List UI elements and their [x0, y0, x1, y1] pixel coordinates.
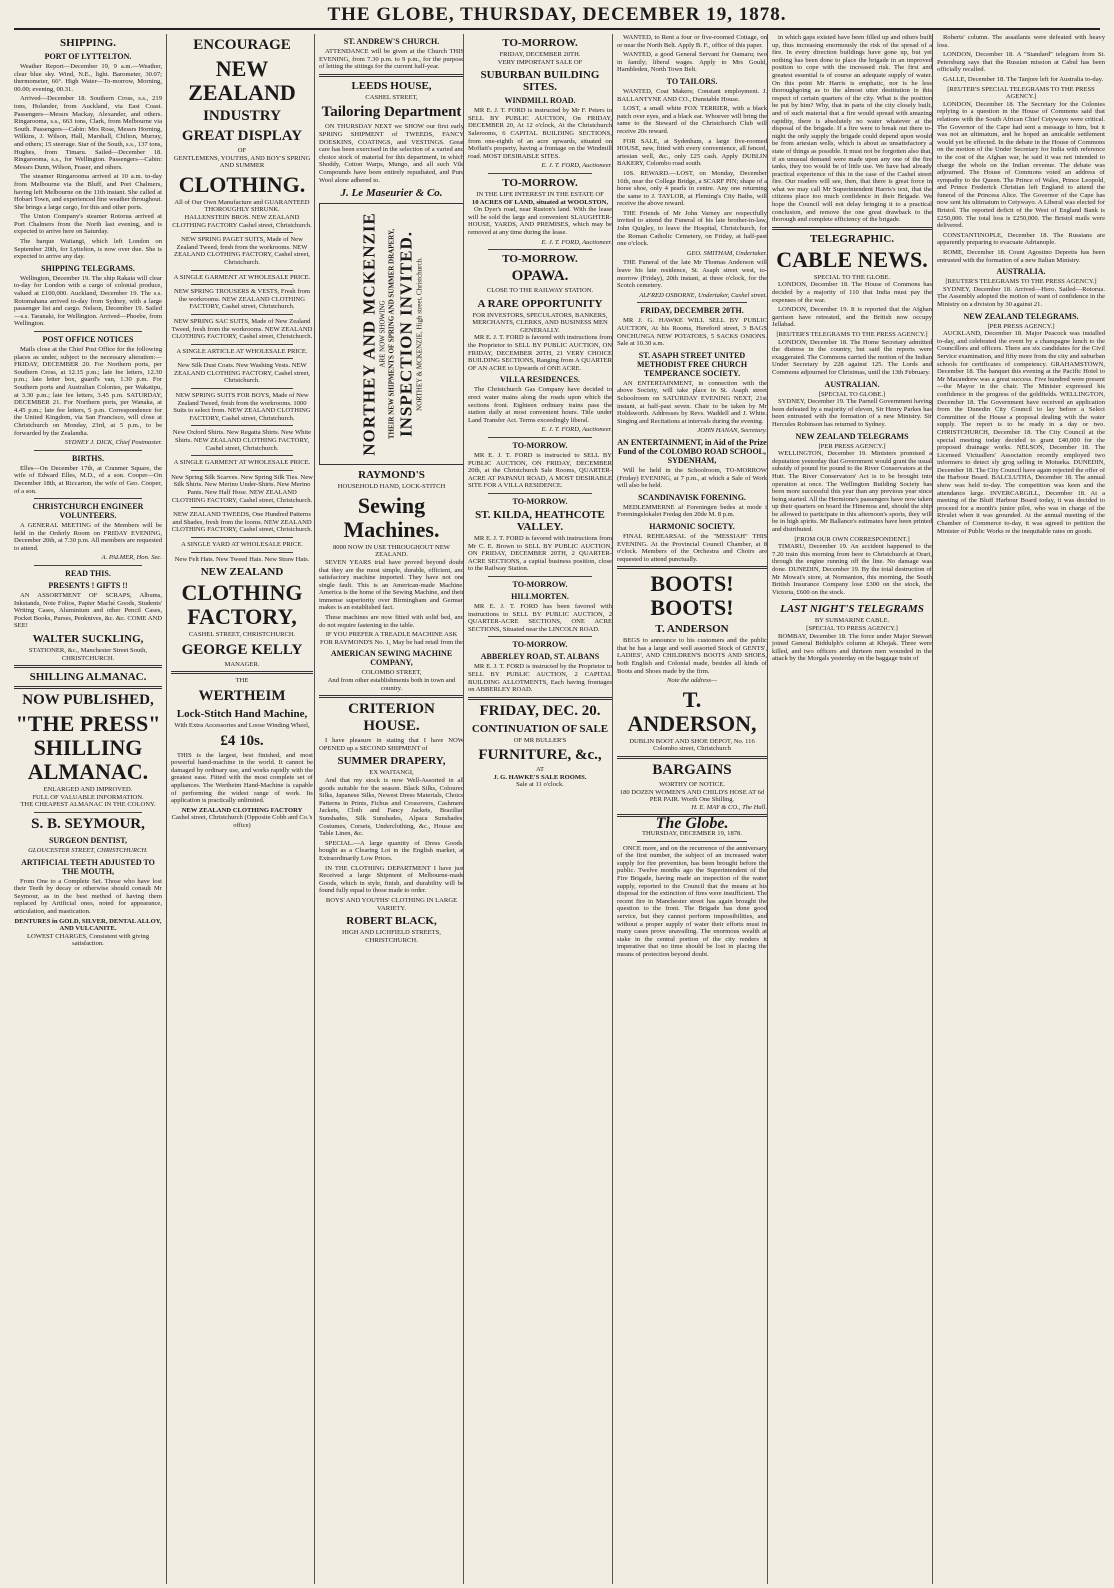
editorial-body: ONCE more, and on the recurrence of the anniversary of the first number, the subject of an increased water supply for fire prevention, has been brought before the public. Twelve months ago the Superintendent of the Fire Brigade, having made an inspection of the water supply, reported to the Council that the means at his disposal for the extinction of fires were insufficient. The recent fire in Manchester street has again brought the question to the front. The Brigade has done good service, but they cannot perform impossibilities, and without a proper supply of water their efforts must in many cases prove unavailing. The enormous wealth at stake in the central portion of the city renders it imperative that no time should be lost in placing the means of protection beyond doubt.	[617, 844, 767, 958]
divider	[34, 331, 142, 332]
reuter-line: [REUTER'S TELEGRAMS TO THE PRESS AGENCY.]	[776, 331, 928, 338]
now-published: NOW PUBLISHED,	[22, 692, 154, 709]
hawke-sale: MR J. G. HAWKE WILL SELL BY PUBLIC AUCTION, At his Rooms, Hereford street, 3 BAGS ONCHUNGA NEW POTATOES, 5 SACKS ONIONS. Sale at 10.30 a.m.	[617, 317, 767, 348]
american-address: COLOMBO STREET,	[361, 669, 422, 677]
cable-item: LONDON, December 18. The Home Secretary admitted the distress in the country, but said the reports were exaggerated. The Commons carried the motion of the Indian Under Secretary by 228 against 125. The Lords and Commons adjourned for Christmas, until the 13th February.	[772, 338, 932, 376]
seymour-name: S. B. SEYMOUR,	[31, 816, 145, 832]
almanac-enlarged: ENLARGED AND IMPROVED.	[43, 786, 133, 794]
le-maseurier: J. Le Maseurier & Co.	[340, 187, 443, 200]
suburban-sites: SUBURBAN BUILDING SITES.	[480, 69, 600, 94]
treadle-line: IF YOU PREFER A TREADLE MACHINE ASK FOR RAYMOND'S No. 1, May be had retail from the	[320, 631, 463, 646]
of-word: OF	[237, 147, 247, 154]
suckling-name: WALTER SUCKLING,	[32, 633, 144, 646]
st-asaph-heading: ST. ASAPH STREET UNITED METHODIST FREE CHURCH TEMPERANCE SOCIETY.	[636, 350, 748, 378]
divider	[488, 576, 592, 577]
factory-address: CASHEL STREET, CHRISTCHURCH.	[188, 631, 296, 639]
weather-report: Weather Report—December 19, 9 a.m.—Weather, clear blue sky. Wind, N.E., light. Barometer, 30.07; thermometer, 66°. High Water—To-morrow, Morning, 00.00; evening, 00.31.	[14, 63, 162, 93]
divider	[14, 665, 162, 668]
investors: FOR INVESTORS, SPECULATORS, BANKERS, MERCHANTS, CLERKS, AND BUSINESS MEN GENERALLY.	[472, 311, 608, 334]
clothing-item: NEW SPRING SAC SUITS, Made of New Zealand Tweed, fresh from the workrooms. NEW ZEALAND CLOTHING FACTORY, Cashel street, Christchurch.	[171, 317, 313, 341]
divider	[191, 537, 293, 538]
divider	[488, 173, 592, 174]
hawke-time: Sale at 11 o'clock.	[516, 781, 564, 789]
nz-telegrams-heading: NEW ZEALAND TELEGRAMS	[795, 431, 909, 441]
rare-opportunity: A RARE OPPORTUNITY	[477, 297, 603, 310]
ten-acres: 10 ACRES OF LAND, situated at WOOLSTON,	[471, 198, 609, 206]
robert-black-address: HIGH AND LICHFIELD STREETS, CHRISTCHURCH.	[342, 929, 441, 944]
scandinavisk-body: MEDLEMMERNE af Foreningen bedes at mode i Foreningslokalet Fredag den 20de M. 8 p.m.	[617, 503, 767, 519]
own-make: All of Our Own Manufacture and GUARANTEED THOROUGHLY SHRUNK.	[174, 198, 310, 214]
acres-body: On Dyer's road, near Ruston's land. With the lease will be sold the large and convenient SLAUGHTER-HOUSE, YARDS, AND PREMISES, which may be removed at any time during the lease.	[468, 206, 612, 236]
divider	[191, 314, 293, 315]
divider	[14, 686, 162, 689]
shipping-telegrams-heading: SHIPPING TELEGRAMS.	[41, 263, 135, 273]
shipping-paragraph: The steamer Ringarooma arrived at 10 a.m. to-day from Melbourne via the Bluff, and Port Chalmers, having left Melbourne on the 11th instant. She called at Hobart Town, and experienced fine weather throughout. She brings a large cargo, for this and other ports.	[14, 173, 162, 211]
divider	[191, 552, 293, 553]
church-notice: ATTENDANCE will be given at the Church THIS EVENING, from 7.30 p.m. to 9 p.m., for the purpose of letting the sittings for the current half-year.	[319, 48, 464, 71]
masthead	[14, 4, 1100, 30]
reward-ad: 10S. REWARD.—LOST, on Monday, December 16th, near the College Bridge, a SCARF PIN; shape of a horse shoe, only 4 pearls in centre. Any one returning the same to J. TAYLOR, at Fleming's City Baths, will receive the above reward.	[617, 169, 767, 208]
criterion-heading: CRITERION HOUSE.	[348, 701, 435, 735]
divider	[34, 812, 142, 813]
divider	[488, 636, 592, 637]
press-agency-line: [PER PRESS AGENCY.]	[818, 442, 886, 450]
criterion-special: SPECIAL.—A large quantity of Dress Goods, bought as a Clearing Lot in the English market, at Extraordinarily Low Prices.	[319, 839, 464, 862]
divider	[191, 388, 293, 389]
postmaster-signature: SYDNEY J. DICK, Chief Postmaster.	[64, 439, 162, 447]
sydney-telegram: SYDNEY, December 18. Arrived—Hero. Sailed—Rotorua. The Assembly adopted the motion of want of confidence in the Ministry on a division by 30 against 21.	[937, 285, 1105, 308]
shilling-almanac-heading: SHILLING ALMANAC.	[29, 671, 147, 684]
life-interest: IN THE LIFE INTEREST IN THE ESTATE OF	[476, 190, 604, 198]
divider	[191, 507, 293, 508]
undertaker-signature: GEO. SMITHAM, Undertaker.	[686, 249, 767, 257]
reuter-line: [REUTER'S TELEGRAMS TO THE PRESS AGENCY.]	[945, 278, 1097, 286]
funeral-notice: THE Friends of Mr John Varney are respectfully invited to attend the Funeral of his late brother-in-law, John Quigley, to leave the Hospital, Christchurch, for the Roman Catholic Cemetery, on Friday, at half-past one o'clock.	[617, 209, 767, 248]
divider	[319, 695, 464, 698]
leeds-heading: LEEDS HOUSE,	[351, 79, 432, 92]
important-sale: VERY IMPORTANT SALE OF	[497, 58, 583, 66]
raymond-body: SEVEN YEARS trial have proved beyond doubt that they are the most simple, durable, efficient, and satisfactory machine imported. They have not one single fault. This is an American-made Machine. America is the home of the Sewing Machine, and their immense superiority over Birmingham and German makes is an established fact.	[319, 558, 464, 612]
ford-auction: MR E. J. T. FORD is instructed to SELL BY PUBLIC AUCTION, ON FRIDAY, DECEMBER 20th, at the Christchurch Sale Rooms, QUARTER-ACRE AT PAPANUI ROAD, A MOST DESIRABLE SITE FOR A VILLA RESIDENCE.	[468, 452, 612, 490]
nz-telegrams-heading: NEW ZEALAND TELEGRAMS.	[963, 311, 1079, 321]
press-almanac-title: "THE PRESS" SHILLING ALMANAC.	[15, 711, 161, 785]
lowest-charges: LOWEST CHARGES, Consistent with giving satisfaction.	[26, 932, 150, 948]
furniture-heading: FURNITURE, &c.,	[478, 747, 602, 764]
tailoring-heading: Tailoring Department	[321, 104, 462, 121]
london-telegram: LONDON, December 18. The Secretary for the Colonies replying to a question in the House of Commons said that relations with the South African Chief Cetywayo were critical. The Governor of the Cape had sent a message to him, but it was not an ultimatum, and he hoped an amicable settlement would yet be effected. In the debate in the House of Commons on the motion of the Under Secretary for India with reference to the cost of the Afghan war, he said it was not intended to charge the whole on the Indian revenue. The debate was adjourned. The House of Commons voted an address of sympathy to the Queen. The Prince of Wales, Prince Leopold, and Prince Frederick Christian left England to attend the funeral of the Princess Alice. The Governor of the Cape has now sent his ultimatum to Cetywayo. A Liberal was elected for Bristol. The reported deficit of the West of England Bank is £250,000. The total loss is £250,000. The Bristol mails were delivered.	[937, 100, 1105, 230]
clothing-item: New Oxford Shirts. New Regatta Shirts. New White Shirts. NEW ZEALAND CLOTHING FACTORY, Cashel street, Christchurch.	[172, 429, 312, 452]
scandinavisk-heading: SCANDINAVISK FORENING.	[638, 492, 746, 502]
divider	[488, 493, 592, 494]
clothing-heading: CLOTHING.	[178, 171, 306, 197]
abberley-road: ABBERLEY ROAD, ST. ALBANS	[480, 652, 600, 662]
industry-heading: INDUSTRY	[203, 108, 281, 124]
anderson-address: DUBLIN BOOT AND SHOE DEPOT, No. 116 Colombo street, Christchurch	[629, 737, 755, 753]
clothing-item: NEW ZEALAND TWEEDS, One Hundred Patterns and Shades, fresh from the looms. NEW ZEALAND CLOTHING FACTORY, Cashel street, Christchurch.	[171, 511, 313, 534]
cable-item: LONDON, December 18. The House of Commons has decided by a majority of 110 that India must pay the expenses of the war.	[772, 281, 932, 304]
raymond-sub: HOUSEHOLD HAND, LOCK-STITCH	[337, 483, 446, 491]
clothing-dept: IN THE CLOTHING DEPARTMENT I have just Received a large Shipment of Melbourne-made Goods, which in style, finish, and durability will be found fully equal to those made to order.	[319, 864, 464, 895]
births-heading: BIRTHS.	[72, 453, 104, 463]
ex-waitangi: EX WAITANGI,	[369, 769, 414, 777]
wertheim-heading: WERTHEIM	[198, 687, 286, 704]
tomorrow-heading: TO-MORROW.	[512, 441, 568, 450]
of-mr-buller: OF MR BULLER'S	[513, 736, 567, 744]
continuation-of-sale: CONTINUATION OF SALE	[471, 722, 609, 735]
hillmorton: HILLMORTEN.	[511, 591, 569, 601]
sewing-machines-heading: Sewing Machines.	[343, 492, 440, 542]
engineer-volunteers-notice: A GENERAL MEETING of the Members will be held in the Orderly Room on FRIDAY EVENING, December 20th, at 7.30 p.m. All members are requested to attend.	[14, 522, 162, 552]
read-this-heading: READ THIS.	[65, 569, 111, 579]
lost-ad: LOST, a small white FOX TERRIER, with a black patch over eyes, and a black ear. Whoever will bring the same to the Steward of the Christchurch Club will receive 20s reward.	[617, 105, 767, 135]
tomorrow-heading: TO-MORROW.	[502, 253, 578, 266]
teeth-body: From One to a Complete Set. Those who have lost their Teeth by decay or otherwise should consult Mr Seymour, as in the best method of having them replaced by Artificial ones, noted for appearance, articulation, and mastication.	[14, 877, 162, 915]
raymond-heading: RAYMOND'S	[358, 469, 425, 482]
port-heading: PORT OF LYTTELTON.	[44, 52, 132, 61]
london-telegram: LONDON, December 18. A "Standard" telegram from St. Petersburg says that the Russian mission at Cabul has been officially recalled.	[937, 51, 1105, 74]
editorial-continued: in which gaps existed have been filled up and others built up, thus increasing enormously the risk of the spread of a fire. In every direction buildings have gone up, but yet nothing has been done to place the brigade in an improved position to cope with the increased risk. The first and greatest essential is of course an adequate supply of water. On this point Mr Harris is emphatic, nor is he less thoroughgoing as to the almost utter destitution in this respect of certain quarters of the city. What is the position he put by him? Why, that in parts of the city closely built, and of such material that a fire would spread with amazing rapidity, there is absolutely no water whatever at the disposal of the brigade. If a fire were to break out there to-night the only supply the brigade could depend upon would be from artesian wells, which is about as unsatisfactory a state of things as possible. It must not be forgotten also that, if an unusual demand were made upon any one of the fire tanks, they too would be of little use. We have had already practical experience of this in the case of the Cashel street fire. Our readers will see, then, that there is great force in what we may call Mr Superintendent Harris's text, that the citizens place too much confidence in their Brigade. We hope the Council will not delay bringing it to a practical conclusion, and remove the one great drawback to the thorough and complete efficiency of the brigade.	[772, 34, 932, 224]
divider	[792, 599, 912, 600]
presents-ad: AN ASSORTMENT OF SCRAPS, Albums, Inkstands, Note Folios, Papier Maché Goods, Students' Writing Cases, Aluminium and other Pencil Cases, Pocket Books, Purses, Penknives, &c. &c. COME AND SEE!	[14, 592, 162, 630]
divider	[34, 498, 142, 499]
gentlemens-line: GENTLEMENS, YOUTHS, AND BOY'S SPRING AND SUMMER	[173, 154, 311, 170]
column-2-clothing	[166, 34, 313, 1584]
own-correspondent: [FROM OUR OWN CORRESPONDENT.]	[794, 535, 910, 543]
engineer-volunteers-heading: CHRISTCHURCH ENGINEER VOLUNTEERS.	[32, 502, 144, 521]
boys-youths: BOYS' AND YOUTHS' CLOTHING IN LARGE VARIETY.	[325, 896, 458, 912]
australian-heading: AUSTRALIAN.	[824, 379, 880, 389]
ford-auction: MR E. J. T. FORD is favored with instructions from the Proprietor to SELL BY PUBLIC AUCTION, ON FRIDAY, DECEMBER 20TH, 21 VERY CHOICE BUILDING SECTIONS, Ranging from A QUARTER OF AN ACRE to Upwards of ONE ACRE.	[468, 334, 612, 372]
funeral-notice: THE Funeral of the late Mr Thomas Anderson will leave his late residence, St. Asaph street west, to-morrow (Friday), 20th instant, at three o'clock, for the Scotch cemetery.	[617, 259, 767, 290]
raymond-tail: These machines are now fitted with solid bed, and do not require fastening to the table.	[319, 614, 464, 629]
summer-drapery: SUMMER DRAPERY,	[337, 755, 446, 768]
american-tail: And from other establishments both in town and country.	[327, 677, 456, 692]
column-3-drapery	[314, 34, 464, 1584]
divider	[637, 302, 747, 303]
births-notices: Elles—On December 17th, at Cranmer Square, the wife of Edward Elles, M.D., of a son. Cooper—On December 18th, at Riccarton, the wife of Geo. Cooper, of a son.	[14, 464, 162, 495]
criterion-list: And that my stock is now Well-Assorted in all goods suitable for the season. Black Silks, Coloured Silks, Japanese Silks, Newest Dress Materials, Choice Patterns in Prints, Fichus and Crossovers, Cashmere Jackets, Cloth and Fancy Jackets, Brazilian Sunshades, Silk Sunshades, Alpaca Sunshades, Costumes, Corsets, Underclothing, &c., House and Table Linen, &c.	[319, 777, 464, 838]
for-sale-ad: FOR SALE, at Sydenham, a large five-roomed HOUSE, new, fitted with every convenience, all fenced, artesian well, &c., only £25 cash. Apply DUBLIN BAKERY, Colombo road south.	[617, 137, 767, 168]
divider	[617, 756, 767, 759]
seymour-title: SURGEON DENTIST,	[48, 836, 128, 845]
roberts-column: Roberts' column. The assailants were defeated with heavy loss.	[937, 34, 1105, 49]
clothing-item: A SINGLE GARMENT AT WHOLESALE PRICE.	[173, 459, 311, 467]
column-6-editorial-cable	[767, 34, 932, 1584]
arrivals: Arrived—December 18. Southern Cross, s.s., 219 tons, Holander, from Auckland, via East Coast. Passengers—Messrs Mackay, Alexander, and others. Ringarooma, s.s., 663 tons, Clark, from Melbourne via South. Passengers—Cabin: Mrs Rose, Messrs Horning, Wilkins, J. Wilson, Hall, Marshall, Chilton, Murray, and others; 15 steerage. Star of the South, s.s., 137 tons, Hughes, from Timaru. Sailed—December 18. Ringarooma, s.s., for Wellington. Passengers—Cabin: Messrs Dunn, Wilson, Fraser, and others.	[14, 95, 162, 171]
clothing-item: A SINGLE ARTICLE AT WHOLESALE PRICE.	[176, 347, 308, 355]
clothing-factory-heading: CLOTHING FACTORY,	[181, 580, 303, 630]
vertical-ad-line: NORTHEY & MCKENZIE, High street, Christchurch.	[415, 257, 423, 411]
villa-residences: VILLA RESIDENCES.	[499, 375, 581, 385]
telegraphic-heading: TELEGRAPHIC.	[809, 232, 895, 245]
raymond-use: 8000 NOW IN USE THROUGHOUT NEW ZEALAND.	[332, 543, 451, 559]
lockstitch-heading: Lock-Stitch Hand Machine,	[176, 707, 308, 720]
vertical-ad-line: ARE NOW SHOWING	[378, 300, 386, 368]
villa-body: The Christchurch Gas Company have decided to erect water mains along the roads upon which the sections front. Eighteen ordinary trains pass the station daily at most convenient hours. Title under Land Transfer Act. Terms exceedingly liberal.	[468, 386, 612, 424]
clothing-item: New Spring Silk Scarves. New Spring Silk Ties. New Silk Shirts. New Merino Under-Shirts. New Merino Pants. New Half Hose. NEW ZEALAND CLOTHING FACTORY, Cashel street, Christchurch.	[171, 473, 313, 504]
timaru-body: TIMARU, December 19. An accident happened to the 7.20 train this morning from here to Christchurch at Orari, through the engine running off the line. No damage was done. DUNEDIN, December 19. By the total destruction of Mr Mowat's store, at Normanton, this morning, the South British Insurance Company lose £300 on the stock, the Victoria, £600 on the stock.	[772, 543, 932, 596]
entertainment-heading: AN ENTERTAINMENT, in Aid of the Prize Fund of the COLOMBO ROAD SCHOOL, SYDENHAM,	[617, 437, 767, 465]
divider	[191, 270, 293, 271]
cable-item: LONDON, December 19. It is reported that the Afghan garrison have retreated, and the British now occupy Jellabad.	[772, 306, 932, 329]
clothing-item: New Felt Hats. New Tweed Hats. New Straw Hats.	[174, 555, 310, 563]
undertaker-signature: ALFRED OSBORNE, Undertaker, Cashel street.	[639, 291, 767, 299]
newspaper-title: THE GLOBE, THURSDAY, DECEMBER 19, 1878.	[327, 4, 787, 25]
new-zealand-heading: NEW ZEALAND	[188, 56, 296, 105]
nz-telegrams-body: WELLINGTON, December 19. Ministers promised a deputation yesterday that Government would grant the usual subsidy of pound for pound to the River Conservators at the Hutt. The River Conservators' Act is to be brought into operation at once. The Wellington Building Society has been more successful this year than any previous year since being started. All the Hermione's passengers have now taken up their quarters on board the Hinemoa and, should the ship be allowed to participate in this afternoon's sports, they will be in high spirits. Mr Ballance's estimates have been printed and distributed.	[772, 450, 932, 534]
divider	[468, 697, 612, 700]
clothing-item: New Silk Dust Coats. New Washing Vests. NEW ZEALAND CLOTHING FACTORY, Cashel street, Christchurch.	[174, 362, 310, 385]
rome-telegram: ROME, December 18. Count Agostino Depretis has been entrusted with the formation of a new Italian Ministry.	[937, 249, 1105, 264]
column-7-telegrams	[932, 34, 1105, 1584]
nz-telegrams-body: AUCKLAND, December 18. Major Peacock was installed to-day, and celebrated the event by a champagne lunch to the Councillors and officers. There are six candidates for the Civil Service examination, and fifty more from the city and suburban schools for certificates of competency. GRAHAMSTOWN, December 18. The banquet this evening at the Pacific Hotel to Mr Macandrew was a great success. Five hundred were present—the Mayor in the chair. The Minister expressed his confidence in the progress of the goldfields. WELLINGTON, December 18. The Government have received an application from the Dunedin City Council to lay before a Select Committee of the House a proposal dealing with the water supply. The report is to be ready in a day or two. CHRISTCHURCH, December 18. The City Council at the special meeting today decided to grant £40,000 for the proposed drainage works. NELSON, December 18. The Licensed Victuallers' Association recently employed two informers to detect sly grog selling in Motueka. DUNEDIN, December 18. The City Council have again rejected the offer of the Harbour Board. BALCLUTHA, December 18. The annual show was held to-day. The competition was keen and the attendance large. INVERCARGILL, December 18. At a meeting of the Bluff Harbour Board today, it was decided to proceed for a month's junior pilot, who was in charge of the Rivulet when it was grounded. At the annual meeting of the Chamber of Commerce to-day, it was agreed to petition the Minister of Public Works re the inequitable rates on goods.	[937, 330, 1105, 535]
dentures-line: DENTURES in GOLD, SILVER, DENTAL ALLOY, AND VULCANITE.	[14, 917, 162, 933]
shipping-paragraph: The barque Waitangi, which left London on September 20th, for Lyttelton, is now over due. She is expected to arrive any day.	[14, 238, 162, 261]
wertheim-address: Cashel street, Christchurch (Opposite Cobb and Co.'s office)	[171, 814, 313, 829]
anderson-body: BEGS to announce to his customers and the public that he has a large and well assorted Stock of GENTS', LADIES', AND CHILDREN'S BOOTS AND SHOES, both English and Colonial made, besides all kinds of Boots and Shoes made by the firm.	[617, 637, 767, 675]
teeth-heading: ARTIFICIAL TEETH ADJUSTED TO THE MOUTH,	[21, 857, 155, 876]
anderson-small: T. ANDERSON	[655, 623, 729, 636]
australia-heading: AUSTRALIA.	[996, 267, 1046, 277]
rehearsal-body: FINAL REHEARSAL of the "MESSIAH" THIS EVENING. At the Provincial Council Chamber, at 8 o'clock. Members of the Orchestra and Choirs are requested to attend punctually.	[617, 532, 767, 563]
tailors-heading: TO TAILORS.	[666, 76, 718, 86]
wanted-ad: WANTED, Coat Makers; Constant employment. J. BALLANTYNE AND CO., Dunstable House.	[617, 87, 767, 103]
manager-label: MANAGER.	[224, 660, 260, 668]
northey-mckenzie-rotated-ad	[319, 203, 464, 465]
tomorrow-heading: TO-MORROW.	[512, 496, 568, 506]
opawa-heading: OPAWA.	[511, 268, 569, 285]
windmill-road: WINDMILL ROAD.	[504, 96, 576, 106]
divider	[772, 227, 932, 230]
leeds-body: ON THURSDAY NEXT we SHOW our first early SPRING SHIPMENT of TWEEDS, FANCY DOESKINS, COATINGS, and VESTINGS. Great care has been exercised in the selection of a varied and choice stock of material for this department, in which Shoddy, Cotton Warps, Mungo, and all such Vile Compounds have been entirely repudiated, and Pure Wool alone adhered to.	[319, 123, 464, 184]
divider	[488, 249, 592, 250]
column-5-notices	[612, 34, 767, 1584]
engineer-signature: A. PALMER, Hon. Sec.	[101, 554, 162, 562]
press-agency-line: [SPECIAL TO PRESS AGENCY.]	[806, 625, 898, 632]
anderson-big: T. ANDERSON,	[627, 686, 757, 736]
divider	[34, 565, 142, 566]
ford-signature: E. J. T. FORD, Auctioneer.	[541, 162, 612, 170]
tomorrow-heading: TO-MORROW.	[512, 640, 568, 650]
last-night-telegrams: LAST NIGHT'S TELEGRAMS	[780, 603, 924, 616]
divider	[191, 344, 293, 345]
divider	[191, 425, 293, 426]
shipping-telegrams: Wellington, December 19. The ship Rakaia will clear to-day for London with a cargo of colonial produce, valued at £100,000. Auckland, December 19. The s.s. Rotomahana arrived to-day from Sydney, with a large passenger list and cargo. Nelson, December 19. Sailed—s.s. Taranaki, for Wellington. Arrived—Phoebe, from Wellington.	[14, 274, 162, 328]
wanted-ad: WANTED, to Rent a four or five-roomed Cottage, on or near the North Belt. Apply B. F., office of this paper.	[617, 34, 767, 49]
clothing-item: NEW SPRING TROUSERS & VESTS, Fresh from the workrooms. NEW ZEALAND CLOTHING FACTORY, Cashel street, Christchurch.	[173, 288, 311, 311]
friday-date: FRIDAY, DECEMBER 20TH.	[499, 51, 581, 58]
constantinople-telegram: CONSTANTINOPLE, December 18. The Russians are apparently preparing to evacuate Adrianople.	[937, 231, 1105, 247]
may-signature: H. E. MAY & CO., The Hall.	[691, 803, 767, 811]
close-to-station: CLOSE TO THE RAILWAY STATION.	[486, 287, 594, 295]
robert-black: ROBERT BLACK,	[346, 915, 437, 928]
encourage-heading: ENCOURAGE	[193, 37, 291, 53]
ford-auction: MR E. J. T. FORD has been favored with instructions to SELL BY PUBLIC AUCTION, 2 QUARTER-ACRE SECTIONS, ONE ACRE SECTIONS, Situated near the LINCOLN ROAD.	[468, 602, 612, 633]
clothing-item: A SINGLE YARD AT WHOLESALE PRICE.	[181, 540, 303, 548]
post-office-notices: Mails close at the Chief Post Office for the following places as under, subject to the necessary alteration:— FRIDAY, DECEMBER 20. For Northern ports, per Southern Cross, at 12.15 p.m.; late fee letters, 12.30 p.m.; late letter box, guard's van, 1.30 p.m. For Southern ports and Australian Colonies, per Wakatipu, at 3.30 p.m.; late fee letters, 3.45 p.m. SATURDAY, DECEMBER 21. For Northern ports, per Wanaka, at 4.45 p.m.; late fee letters, 5 p.m. Correspondence for the United Kingdom, via San Francisco, will close at Christchurch on Monday, 23rd, at 5 p.m., to be forwarded by the Zealandia.	[14, 346, 162, 437]
presents-heading: PRESENTS ! GIFTS !!	[48, 581, 128, 591]
friday-dec-20: FRIDAY, DEC. 20.	[479, 702, 601, 719]
worthy-of-notice: WORTHY OF NOTICE.	[659, 781, 725, 789]
column-1-shipping	[14, 34, 162, 1584]
entertainment-body: Will be held in the Schoolroom, TO-MORROW (Friday) EVENING, at 7 p.m., at which a Sale of Work will also be held.	[617, 466, 767, 490]
divider	[191, 232, 293, 233]
seymour-address: GLOUCESTER STREET, CHRISTCHURCH.	[28, 847, 148, 854]
boots-heading: BOOTS! BOOTS!	[650, 571, 734, 621]
nz-heading-2: NEW ZEALAND	[200, 566, 284, 579]
post-office-heading: POST OFFICE NOTICES	[42, 335, 134, 344]
almanac-cheapest: THE CHEAPEST ALMANAC IN THE COLONY.	[20, 801, 156, 809]
criterion-intro: I have pleasure in stating that I have NOW OPENED up a SECOND SHIPMENT of	[319, 737, 464, 752]
clothing-item: NEW SPRING SUITS FOR BOYS, Made of New Zealand Tweed, fresh from the workrooms. 1000 Suits to select from. NEW ZEALAND CLOTHING FACTORY, Cashel street, Christchurch.	[173, 392, 311, 422]
leeds-address: CASHEL STREET,	[365, 93, 418, 101]
hose-offer: 180 DOZEN WOMEN'S AND CHILD'S HOSE AT 6d PER PAIR. Worth One Shilling.	[619, 788, 765, 804]
manager-name: GEORGE KELLY	[181, 641, 303, 658]
tomorrow-heading: TO-MORROW.	[502, 176, 578, 189]
globe-date: THURSDAY, DECEMBER 19, 1878.	[641, 830, 743, 837]
divider	[171, 671, 313, 674]
bombay-body: BOMBAY, December 18. The force under Major Stewart joined General Biddulph's column at Khojak. Three were killed, and two officers and thirteen men wounded in the attack by the Morgals yesterday on the baggage train of	[772, 632, 932, 663]
divider	[191, 358, 293, 359]
divider	[191, 455, 293, 456]
vertical-ad-line: THEIR NEW SHIPMENTS OF SPRING AND SUMMER DRAPERY,	[387, 228, 395, 440]
tomorrow-heading: TO-MORROW.	[512, 579, 568, 589]
hallenstein: HALLENSTEIN BROS. NEW ZEALAND CLOTHING FACTORY Cashel street, Christchurch.	[172, 213, 312, 229]
vertical-ad-line: INSPECTION INVITED.	[396, 231, 415, 438]
divider	[191, 470, 293, 471]
cable-item: SYDNEY, December 19. The Parnell Government having been defeated by a majority of eleven, Sir Henry Parkes has been entrusted with the formation of a new Ministry. Sir Hercules Robinson has returned to Sydney.	[772, 398, 932, 428]
divider	[488, 437, 592, 438]
shipping-heading: SHIPPING.	[60, 37, 116, 49]
great-display: GREAT DISPLAY	[181, 128, 303, 144]
st-kilda: ST. KILDA, HEATHCOTE VALLEY.	[475, 508, 605, 533]
church-heading: ST. ANDREW'S CHURCH.	[343, 37, 440, 46]
hawke-rooms: J. G. HAWKE'S SALE ROOMS.	[493, 773, 587, 781]
special-to-globe: SPECIAL TO THE GLOBE.	[813, 273, 891, 281]
tomorrow-heading: TO-MORROW.	[502, 37, 578, 49]
ford-auction: MR E. J. T. FORD is instructed by Mr F. Peters to SELL BY PUBLIC AUCTION, On FRIDAY, DECEMBER 20, At 12 o'clock, At the Christchurch Salerooms, 6 CAPITAL BUILDING SECTIONS, from one-eighth of an acre upwards, situated on Moffatt's property, having a frontage on the Windmill road. MOST DESIRABLE SITES.	[468, 107, 612, 160]
divider	[191, 284, 293, 285]
bargains-heading: BARGAINS	[652, 762, 732, 779]
lockstitch-sub: With Extra Accessories and Loose Winding Wheel,	[174, 721, 310, 729]
friday-heading: FRIDAY, DECEMBER 20TH.	[640, 306, 744, 316]
vertical-ad-line: NORTHEY AND MCKENZIE	[359, 212, 378, 456]
shipping-paragraph: The Union Company's steamer Rotorua arrived at Port Chalmers from the North last evening, and is expected to arrive here on Saturday.	[14, 213, 162, 236]
ford-signature: E. J. T. FORD, Auctioneer.	[541, 238, 612, 246]
press-agency-line: [PER PRESS AGENCY.]	[987, 322, 1055, 330]
ford-auction: MR E. J. T. FORD is favored with instructions from Mr C. E. Brown to SELL BY PUBLIC AUCTION, ON FRIDAY, DECEMBER 20TH, 2 QUARTER-ACRE SECTIONS, a capital business position, close to the Railway Station.	[468, 534, 612, 573]
almanac-useful: FULL OF VALUABLE INFORMATION.	[32, 793, 144, 801]
at-word: AT	[535, 766, 545, 774]
harmonic-heading: HARMONIC SOCIETY.	[649, 521, 735, 531]
the-globe-heading: The Globe.	[655, 815, 729, 833]
submarine-cable: BY SUBMARINE CABLE.	[814, 617, 890, 625]
suckling-address: STATIONER, &c., Manchester Street South, CHRISTCHURCH.	[28, 647, 148, 662]
divider	[319, 74, 464, 77]
note-address: Note the address—	[667, 677, 717, 685]
st-asaph-signature: JOHN HANAN, Secretary.	[697, 427, 767, 435]
wanted-ad: WANTED, a good General Servant for Oamaru; two in family; liberal wages. Apply to Mrs Gould, Hambleden, North Town Belt.	[617, 51, 767, 74]
ford-auction: MR E. J. T. FORD is instructed by the Proprietor to SELL BY PUBLIC AUCTION, 2 CAPITAL BUILDING ALLOTMENTS, Each having frontages on ABBERLEY ROAD.	[468, 663, 612, 694]
divider	[617, 566, 767, 569]
wertheim-body: THIS is the largest, best finished, and most powerful hand-machine in the world. It cannot be damaged by ordinary use, and works rapidly with the greatest ease. Fitted with the most complete set of appliances. The Wertheim Hand-Machine is capable of performing the widest range of work. Its application is practically unlimited.	[171, 751, 313, 805]
clothing-item: A SINGLE GARMENT AT WHOLESALE PRICE.	[173, 273, 311, 281]
wertheim-price: £4 10s.	[220, 732, 264, 749]
the-word: THE	[235, 677, 249, 685]
ford-signature: E. J. T. FORD, Auctioneer.	[541, 426, 612, 434]
wertheim-signature: NEW ZEALAND CLOTHING FACTORY	[181, 806, 303, 814]
st-asaph-body: AN ENTERTAINMENT, in connection with the above Society, will take place in St. Asaph street Schoolroom on SATURDAY EVENING NEXT, 21st instant, at half-past seven. Chair to be taken by Mr Holdsworth. Addresses by Revs. Waddell and J. White. Singing and Recitations at intervals during the evening.	[617, 379, 767, 425]
cable-news-heading: CABLE NEWS.	[776, 246, 928, 272]
divider	[34, 450, 142, 451]
clothing-item: NEW SPRING PAGET SUITS, Made of New Zealand Tweed, fresh from the workrooms. NEW ZEALAND CLOTHING FACTORY, Cashel street, Christchurch.	[174, 236, 310, 266]
reuter-line: [REUTER'S SPECIAL TELEGRAMS TO THE PRESS AGENCY.]	[947, 85, 1095, 101]
special-to-globe: [SPECIAL TO GLOBE.]	[818, 390, 886, 398]
american-sewing: AMERICAN SEWING MACHINE COMPANY,	[330, 649, 453, 668]
galle-telegram: GALLE, December 18. The Tanjore left for Australia to-day.	[943, 75, 1104, 83]
column-4-auctions	[463, 34, 612, 1584]
divider	[637, 841, 747, 842]
